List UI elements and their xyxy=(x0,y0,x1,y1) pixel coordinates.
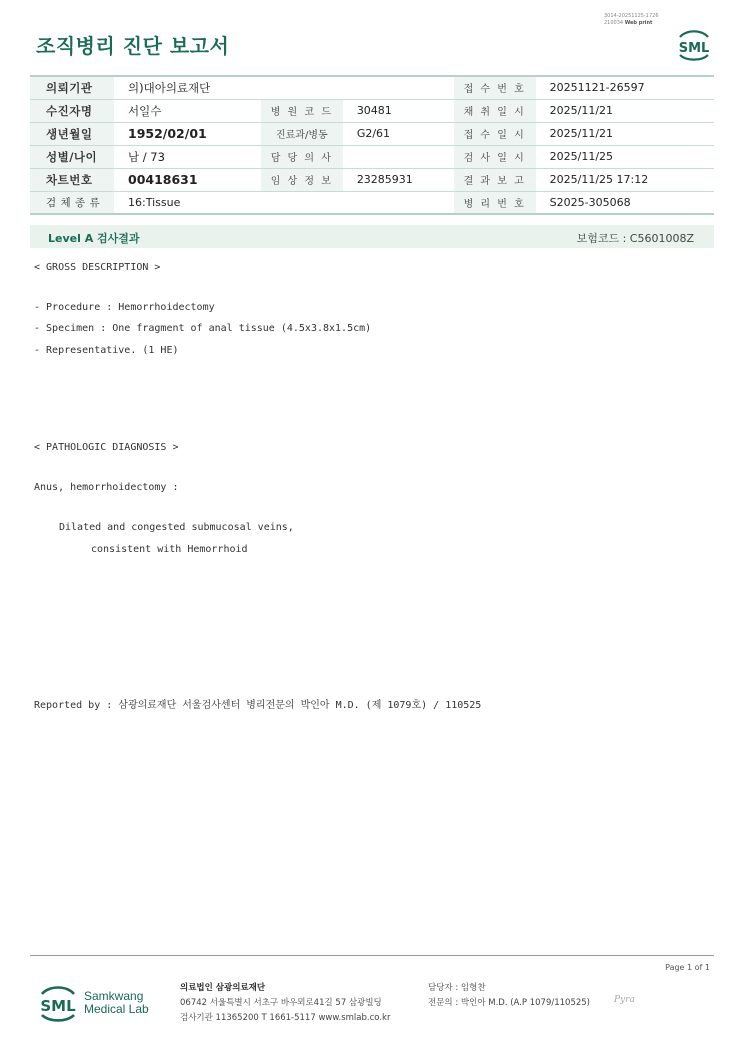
value-test-date: 2025/11/25 xyxy=(536,145,714,168)
level-result-bar xyxy=(30,225,714,248)
print-code-line1: 3014-20251125-1726 xyxy=(604,13,659,19)
label-department: 진료과/병동 xyxy=(261,122,343,145)
patient-info-table xyxy=(30,75,714,215)
value-doctor xyxy=(343,145,454,168)
sml-footer-logo-icon xyxy=(36,981,80,1027)
label-birth-date: 생년월일 xyxy=(30,122,114,145)
label-chart-number: 차트번호 xyxy=(30,168,114,191)
report-title: 조직병리 진단 보고서 xyxy=(36,34,230,58)
footer-address: 06742 서울특별시 서초구 바우뫼로41길 57 삼광빌딩 xyxy=(180,998,382,1008)
diagnosis-site: Anus, hemorrhoidectomy : xyxy=(34,482,179,493)
label-requesting-org: 의뢰기관 xyxy=(30,76,114,99)
label-collection-date: 채 취 일 시 xyxy=(454,99,536,122)
value-requesting-org: 의)대아의료재단 xyxy=(114,76,454,99)
gross-description-header: < GROSS DESCRIPTION > xyxy=(34,262,161,273)
print-code-line2 xyxy=(604,20,659,27)
value-sex-age: 남 / 73 xyxy=(114,145,261,168)
label-test-date: 검 사 일 시 xyxy=(454,145,536,168)
value-clinical-info: 23285931 xyxy=(343,168,454,191)
level-label: Level A 검사결과 xyxy=(48,232,140,245)
signature: Pyra xyxy=(614,995,635,1005)
print-code xyxy=(604,13,659,27)
label-receipt-number: 접 수 번 호 xyxy=(454,76,536,99)
value-receipt-number: 20251121-26597 xyxy=(536,76,714,99)
label-result-report: 결 과 보 고 xyxy=(454,168,536,191)
value-receipt-date: 2025/11/21 xyxy=(536,122,714,145)
gross-line-procedure: - Procedure : Hemorrhoidectomy xyxy=(34,302,215,313)
table-row xyxy=(30,191,714,214)
label-specimen-type: 검 체 종 류 xyxy=(30,191,114,214)
label-doctor: 담 당 의 사 xyxy=(261,145,343,168)
insurance-code: 보험코드 : C5601008Z xyxy=(576,232,694,245)
footer-org-name: 의료법인 삼광의료재단 xyxy=(180,983,266,993)
reported-by: Reported by : 삼광의료재단 서울검사센터 병리전문의 박인아 M.D. (제 1079호) / 110525 xyxy=(34,700,482,711)
label-receipt-date: 접 수 일 시 xyxy=(454,122,536,145)
label-clinical-info: 임 상 정 보 xyxy=(261,168,343,191)
footer-staff-info xyxy=(428,981,590,1011)
footer-org-name-en xyxy=(84,990,149,1016)
table-row xyxy=(30,145,714,168)
value-birth-date: 1952/02/01 xyxy=(114,122,261,145)
value-chart-number: 00418631 xyxy=(114,168,261,191)
footer-specialist: 전문의 : 박인아 M.D. (A.P 1079/110525) xyxy=(428,998,590,1008)
page-number: Page 1 of 1 xyxy=(665,963,710,972)
table-row xyxy=(30,76,714,99)
logo-top-text: SML xyxy=(678,41,710,56)
print-code-number: 210034 xyxy=(604,20,624,26)
footer-org-info xyxy=(180,981,390,1026)
value-specimen-type: 16:Tissue xyxy=(114,191,454,214)
footer-org-name-en-2: Medical Lab xyxy=(84,1002,149,1016)
footer-contact: 검사기관 11365200 T 1661-5117 www.smlab.co.kr xyxy=(180,1013,391,1023)
value-collection-date: 2025/11/21 xyxy=(536,99,714,122)
table-row xyxy=(30,99,714,122)
footer-org-name-en-1: Samkwang xyxy=(84,989,144,1003)
footer-manager: 담당자 : 임형찬 xyxy=(428,983,486,993)
gross-line-representative: - Representative. (1 HE) xyxy=(34,345,179,356)
print-code-label: Web print xyxy=(624,20,653,26)
label-hospital-code: 병 원 코 드 xyxy=(261,99,343,122)
value-result-report: 2025/11/25 17:12 xyxy=(536,168,714,191)
value-hospital-code: 30481 xyxy=(343,99,454,122)
diagnosis-line2: consistent with Hemorrhoid xyxy=(91,544,248,555)
label-patient-name: 수진자명 xyxy=(30,99,114,122)
table-row xyxy=(30,122,714,145)
pathologic-diagnosis-header: < PATHOLOGIC DIAGNOSIS > xyxy=(34,442,179,453)
gross-line-specimen: - Specimen : One fragment of anal tissue (4.5x3.8x1.5cm) xyxy=(34,323,372,334)
label-sex-age: 성별/나이 xyxy=(30,145,114,168)
footer-divider xyxy=(30,955,714,956)
logo-foot-text: SML xyxy=(40,997,76,1015)
value-department: G2/61 xyxy=(343,122,454,145)
table-row xyxy=(30,168,714,191)
diagnosis-line1: Dilated and congested submucosal veins, xyxy=(59,522,294,533)
value-pathology-number: S2025-305068 xyxy=(536,191,714,214)
sml-logo-icon xyxy=(674,28,714,62)
label-pathology-number: 병 리 번 호 xyxy=(454,191,536,214)
value-patient-name: 서일수 xyxy=(114,99,261,122)
